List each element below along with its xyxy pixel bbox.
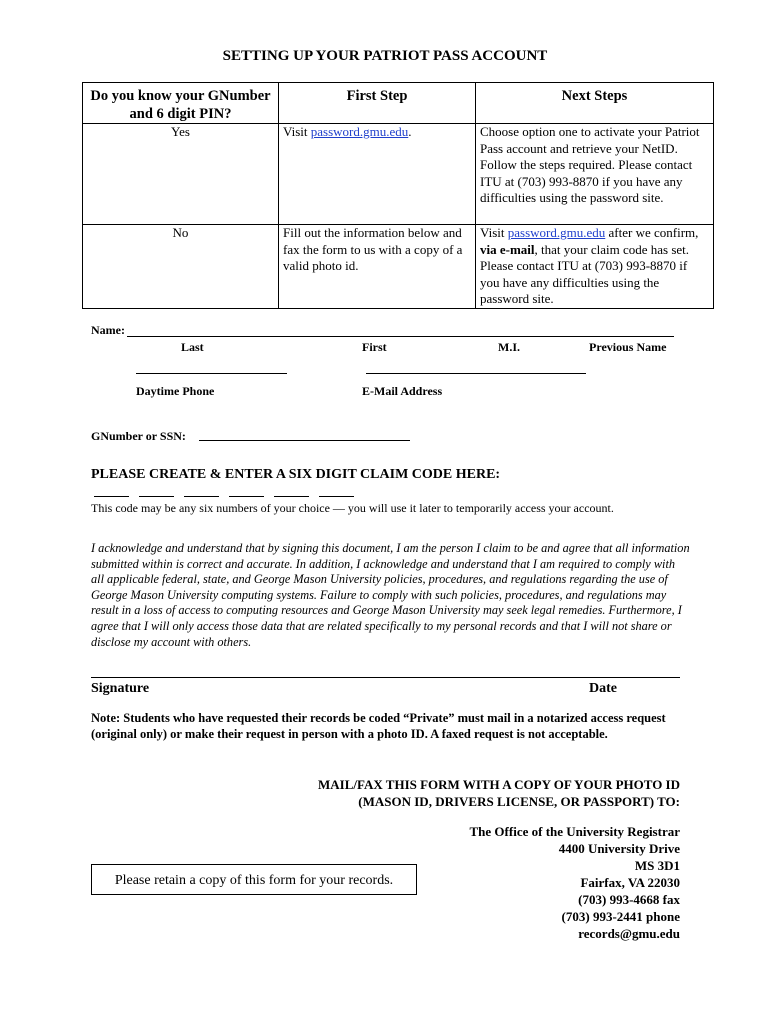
table-row [83,124,714,225]
claim-digit-2[interactable] [139,496,174,497]
next-steps-text: , that your claim code has set. Please contact ITU at (703) 993-8870 if you have any difficulties using the password site. [480,241,690,306]
private-records-note: Note: Students who have requested their records be coded “Private” must mail in a notarized access request (original only) or make their request in person with a photo ID. A faxed request is not acceptable. [91,711,666,741]
page-title: SETTING UP YOUR PATRIOT PASS ACCOUNT [222,48,548,64]
office-fax: (703) 993-4668 fax [578,892,680,907]
mail-instructions-line1: MAIL/FAX THIS FORM WITH A COPY OF YOUR PHOTO ID [318,777,680,792]
table-header-row [83,83,714,124]
date-label: Date [589,681,617,696]
phone-label: Daytime Phone [136,384,215,398]
gnumber-input-line[interactable] [199,440,410,441]
office-ms: MS 3D1 [634,858,680,873]
gnumber-label: GNumber or SSN: [91,429,186,443]
office-phone: (703) 993-2441 phone [561,909,680,924]
via-email-text: via e-mail [480,241,535,257]
email-label: E-Mail Address [362,384,443,398]
first-step-no: Fill out the information below and fax the form to us with a copy of a valid photo id. [279,225,476,309]
steps-table [82,82,714,309]
header-first-step: First Step [279,83,476,124]
answer-yes: Yes [83,124,279,225]
claim-digit-3[interactable] [184,496,219,497]
office-email: records@gmu.edu [578,926,680,941]
email-input-line[interactable] [366,373,586,374]
next-steps-yes: Choose option one to activate your Patriot Pass account and retrieve your NetID. Follow the steps required. Please contact ITU at (703) 993-8870 if you have any difficulties using the password site. [476,124,714,225]
name-first-label: First [362,340,387,354]
claim-digit-1[interactable] [94,496,129,497]
claim-code-heading: PLEASE CREATE & ENTER A SIX DIGIT CLAIM CODE HERE: [91,467,501,482]
table-row [83,225,714,309]
claim-digit-4[interactable] [229,496,264,497]
mail-instructions [318,776,680,810]
signature-label: Signature [91,681,150,696]
mail-instructions-line2: (MASON ID, DRIVERS LICENSE, OR PASSPORT) TO: [358,794,680,809]
password-link[interactable]: password.gmu.edu [507,225,606,240]
acknowledgement-text: I acknowledge and understand that by signing this document, I am the person I claim to be and agree that all information submitted within is correct and accurate. In addition, I acknowledge and understand that I am required to comply with all applicable federal, state, and George Mason University policies, procedures, and regulations regarding the use of George Mason University computing systems. Failure to comply with such policies, procedures, and regulations may result in a loss of access to computing resources and George Mason University may seek legal remedies. Furthermore, I agree that I will only access those data that are related specifically to my personal records and that I will not share or disclose my account with others. [91,541,690,649]
next-steps-no [476,225,714,309]
password-link[interactable]: password.gmu.edu [310,124,409,139]
first-step-text: Visit [283,124,311,139]
office-city: Fairfax, VA 22030 [580,875,680,890]
phone-input-line[interactable] [136,373,287,374]
next-steps-text: after we confirm, [605,225,699,240]
name-mi-label: M.I. [498,340,520,354]
next-steps-text: Visit [480,225,508,240]
name-input-line[interactable] [127,336,674,337]
retain-copy-box: Please retain a copy of this form for your records. [91,864,417,895]
office-street: 4400 University Drive [558,841,680,856]
name-label: Name: [91,323,125,337]
header-next-steps: Next Steps [476,83,714,124]
first-step-yes [279,124,476,225]
first-step-period: . [408,124,412,139]
office-name: The Office of the University Registrar [469,824,680,839]
name-previous-label: Previous Name [589,340,667,354]
header-know-gnumber: Do you know your GNumber and 6 digit PIN? [83,83,279,124]
claim-digit-5[interactable] [274,496,309,497]
claim-code-note: This code may be any six numbers of your choice — you will use it later to temporarily access your account. [91,501,614,515]
name-last-label: Last [181,340,204,354]
signature-line[interactable] [91,677,680,678]
answer-no: No [83,225,279,309]
claim-digit-6[interactable] [319,496,354,497]
office-address [470,823,680,942]
